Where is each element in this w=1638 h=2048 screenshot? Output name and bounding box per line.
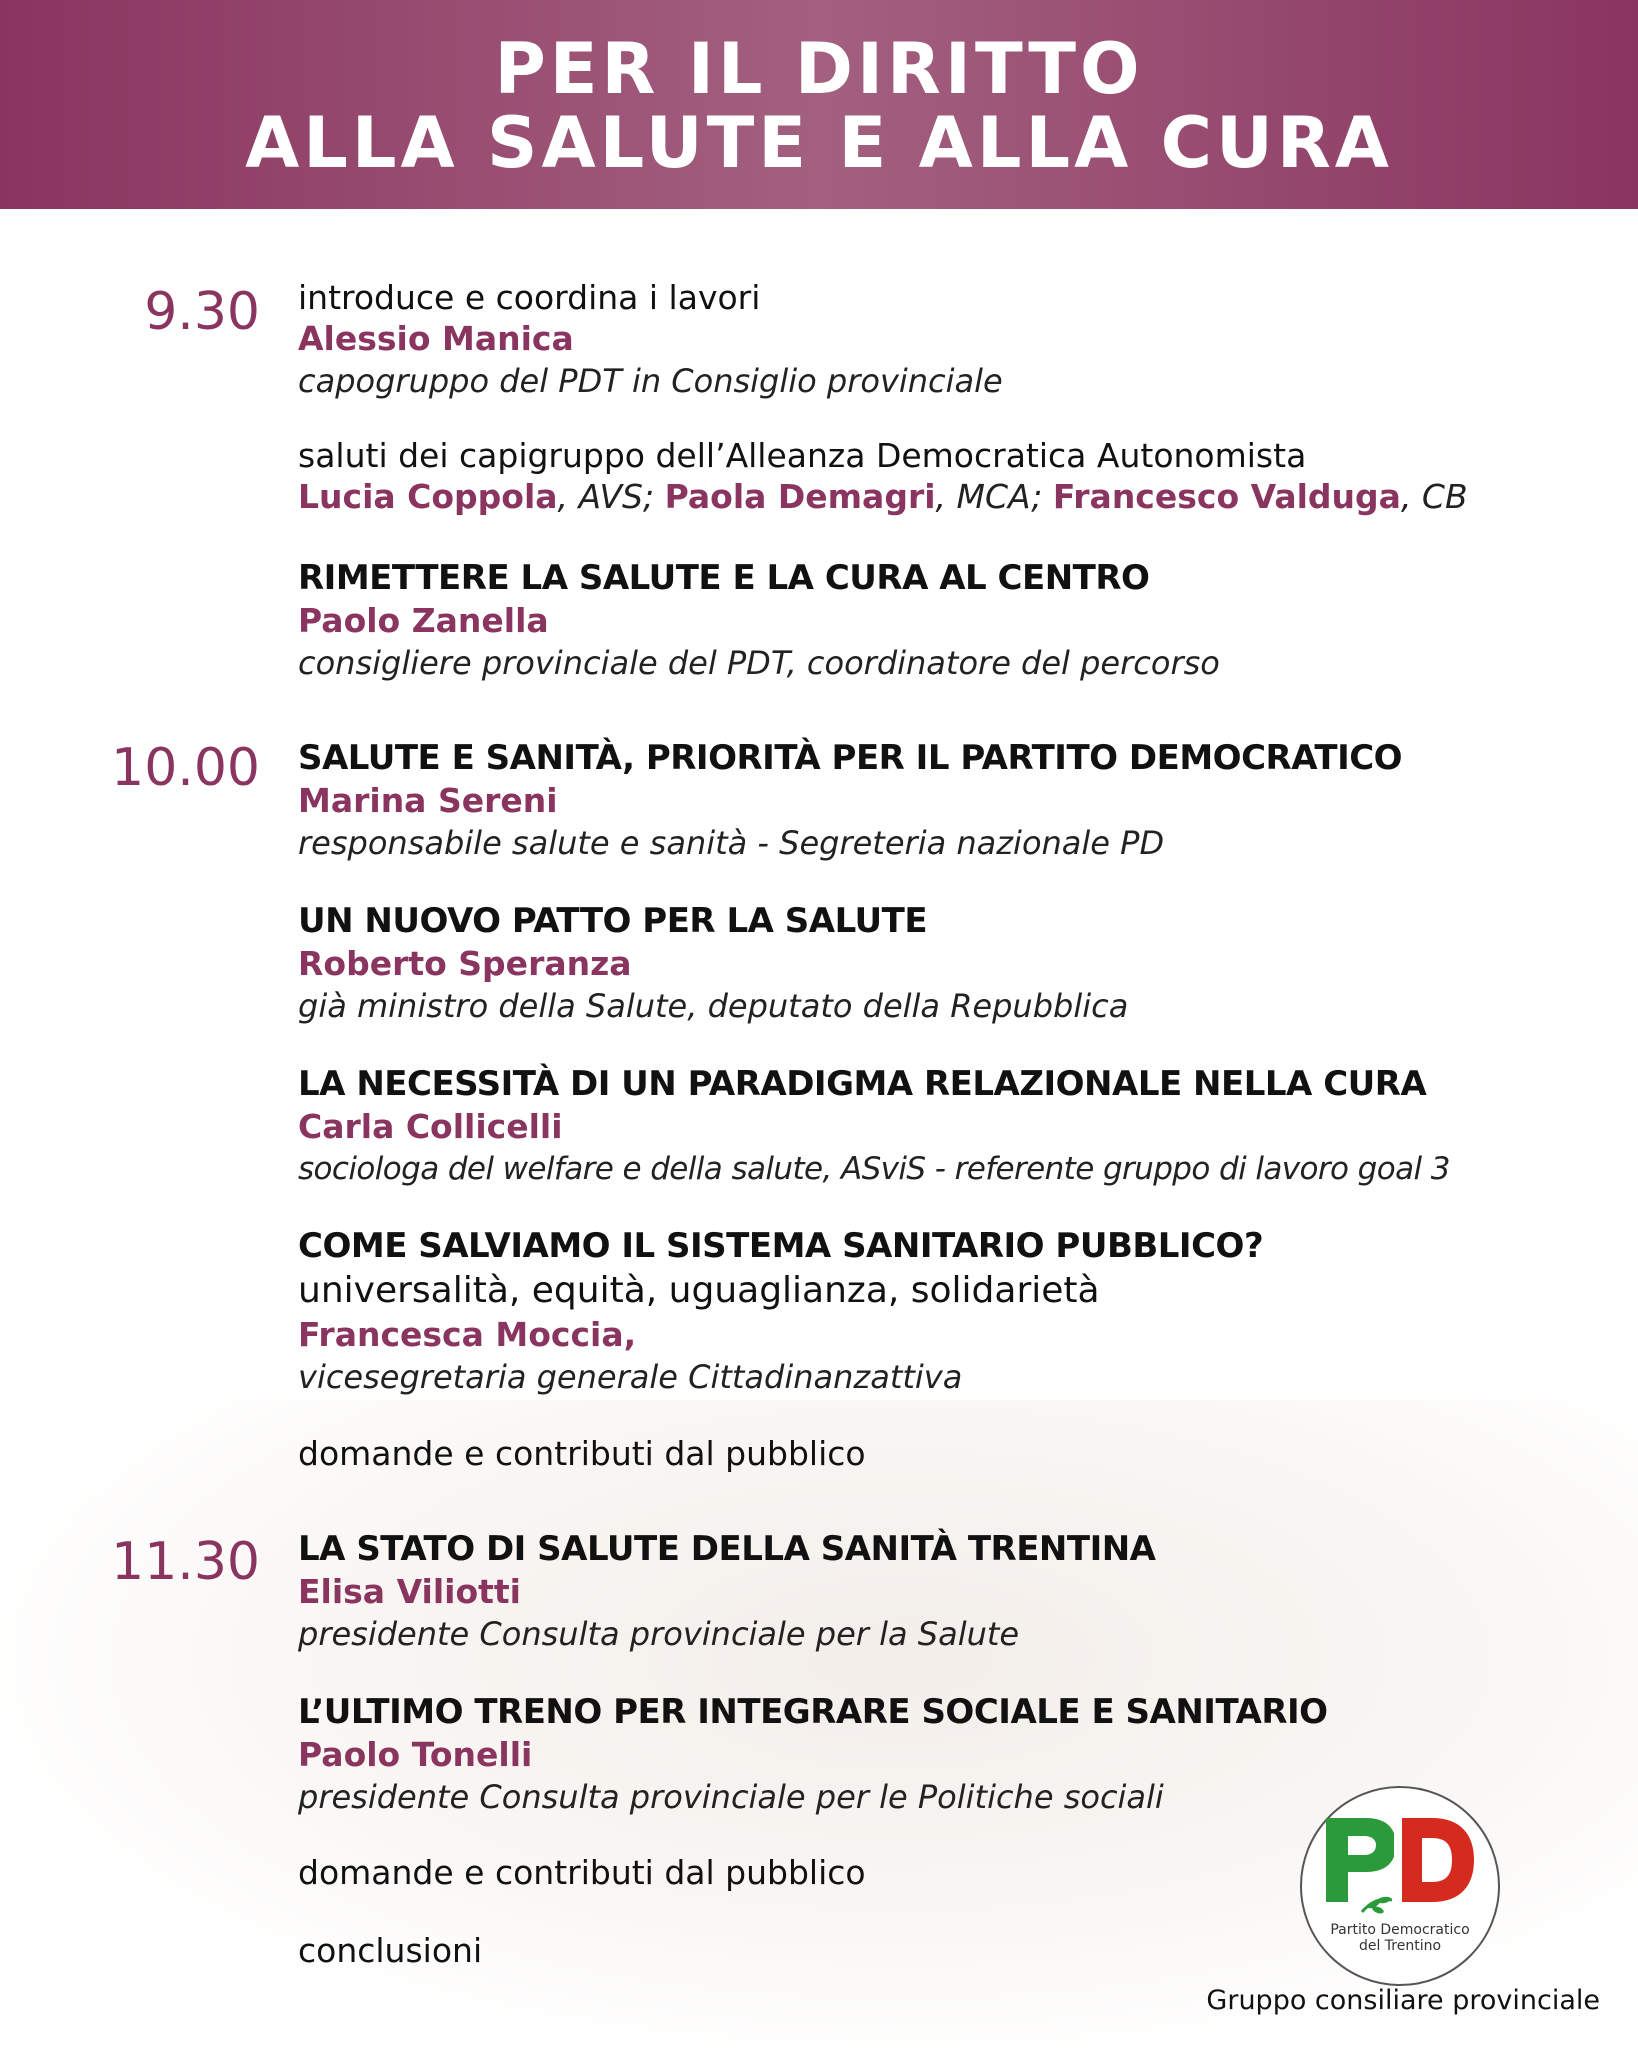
talk-title: LA NECESSITÀ DI UN PARADIGMA RELAZIONALE NELLA CURA <box>298 1064 1427 1104</box>
talk-title: SALUTE E SANITÀ, PRIORITÀ PER IL PARTITO DEMOCRATICO <box>298 738 1403 778</box>
speaker-name: Alessio Manica <box>298 319 574 358</box>
header-banner <box>0 0 1638 209</box>
item-intro-text: saluti dei capigruppo dell’Alleanza Democratica Autonomista <box>298 436 1307 475</box>
speaker-name: Lucia Coppola <box>298 477 558 516</box>
program-item-talk <box>298 899 1558 1027</box>
program-item-talk <box>298 1062 1558 1190</box>
speaker-name: Paolo Zanella <box>298 601 549 640</box>
speaker-group: , MCA; <box>935 477 1053 516</box>
qa-text: domande e contributi dal pubblico <box>298 1434 866 1473</box>
time-930: 9.30 <box>144 282 260 342</box>
speaker-name: Francesca Moccia, <box>298 1315 637 1354</box>
time-1130: 11.30 <box>111 1532 260 1592</box>
speaker-group: , CB <box>1400 477 1468 516</box>
program-item-talk <box>298 1224 1558 1398</box>
speaker-role: già ministro della Salute, deputato della Repubblica <box>298 987 1129 1025</box>
speaker-role: capogruppo del PDT in Consiglio provinciale <box>298 362 1003 400</box>
logo-caption-line2: del Trentino <box>1358 1938 1442 1954</box>
logo-caption <box>1302 1922 1498 1954</box>
time-1000: 10.00 <box>111 738 260 798</box>
program-item-talk <box>298 1527 1558 1655</box>
greetings-speakers <box>298 476 1558 518</box>
logo-caption-line1: Partito Democratico <box>1330 1922 1470 1938</box>
talk-title: UN NUOVO PATTO PER LA SALUTE <box>298 901 928 941</box>
speaker-role: sociologa del welfare e della salute, ASviS - referente gruppo di lavoro goal 3 <box>298 1151 1450 1187</box>
speaker-name: Paolo Tonelli <box>298 1735 533 1774</box>
conclusions-text: conclusioni <box>298 1931 483 1970</box>
speaker-name: Carla Collicelli <box>298 1107 563 1146</box>
speaker-name: Francesco Valduga <box>1052 477 1401 516</box>
qa-text: domande e contributi dal pubblico <box>298 1853 866 1892</box>
talk-title: LA STATO DI SALUTE DELLA SANITÀ TRENTINA <box>298 1529 1156 1569</box>
talk-subtitle: universalità, equità, uguaglianza, solidarietà <box>298 1270 1100 1311</box>
speaker-group: , AVS; <box>557 477 665 516</box>
program-item-talk <box>298 556 1558 684</box>
speaker-name: Marina Sereni <box>298 781 558 820</box>
talk-title: RIMETTERE LA SALUTE E LA CURA AL CENTRO <box>298 558 1150 598</box>
program-item-talk <box>298 736 1558 864</box>
speaker-role: responsabile salute e sanità - Segreteria nazionale PD <box>298 824 1165 862</box>
title-line-1: PER IL DIRITTO <box>494 28 1144 110</box>
pd-logo-mark-icon <box>1302 1788 1498 1984</box>
talk-title: L’ULTIMO TRENO PER INTEGRARE SOCIALE E SANITARIO <box>298 1692 1328 1732</box>
talk-title: COME SALVIAMO IL SISTEMA SANITARIO PUBBLICO? <box>298 1226 1264 1266</box>
title-line-2: ALLA SALUTE E ALLA CURA <box>245 102 1393 184</box>
speaker-name: Paola Demagri <box>664 477 936 516</box>
program-item-greetings <box>298 436 1558 518</box>
footer-caption: Gruppo consiliare provinciale <box>1206 1985 1600 2016</box>
speaker-name: Elisa Viliotti <box>298 1572 521 1611</box>
speaker-role: vicesegretaria generale Cittadinanzattiva <box>298 1358 963 1396</box>
pd-logo <box>1300 1786 1500 1986</box>
program-item-intro <box>298 278 1558 402</box>
speaker-role: presidente Consulta provinciale per la Salute <box>298 1615 1020 1653</box>
speaker-role: consigliere provinciale del PDT, coordinatore del percorso <box>298 644 1220 682</box>
speaker-name: Roberto Speranza <box>298 944 632 983</box>
program-item-qa <box>298 1434 1558 1474</box>
speaker-role: presidente Consulta provinciale per le Politiche sociali <box>298 1778 1164 1816</box>
item-intro-text: introduce e coordina i lavori <box>298 278 761 317</box>
